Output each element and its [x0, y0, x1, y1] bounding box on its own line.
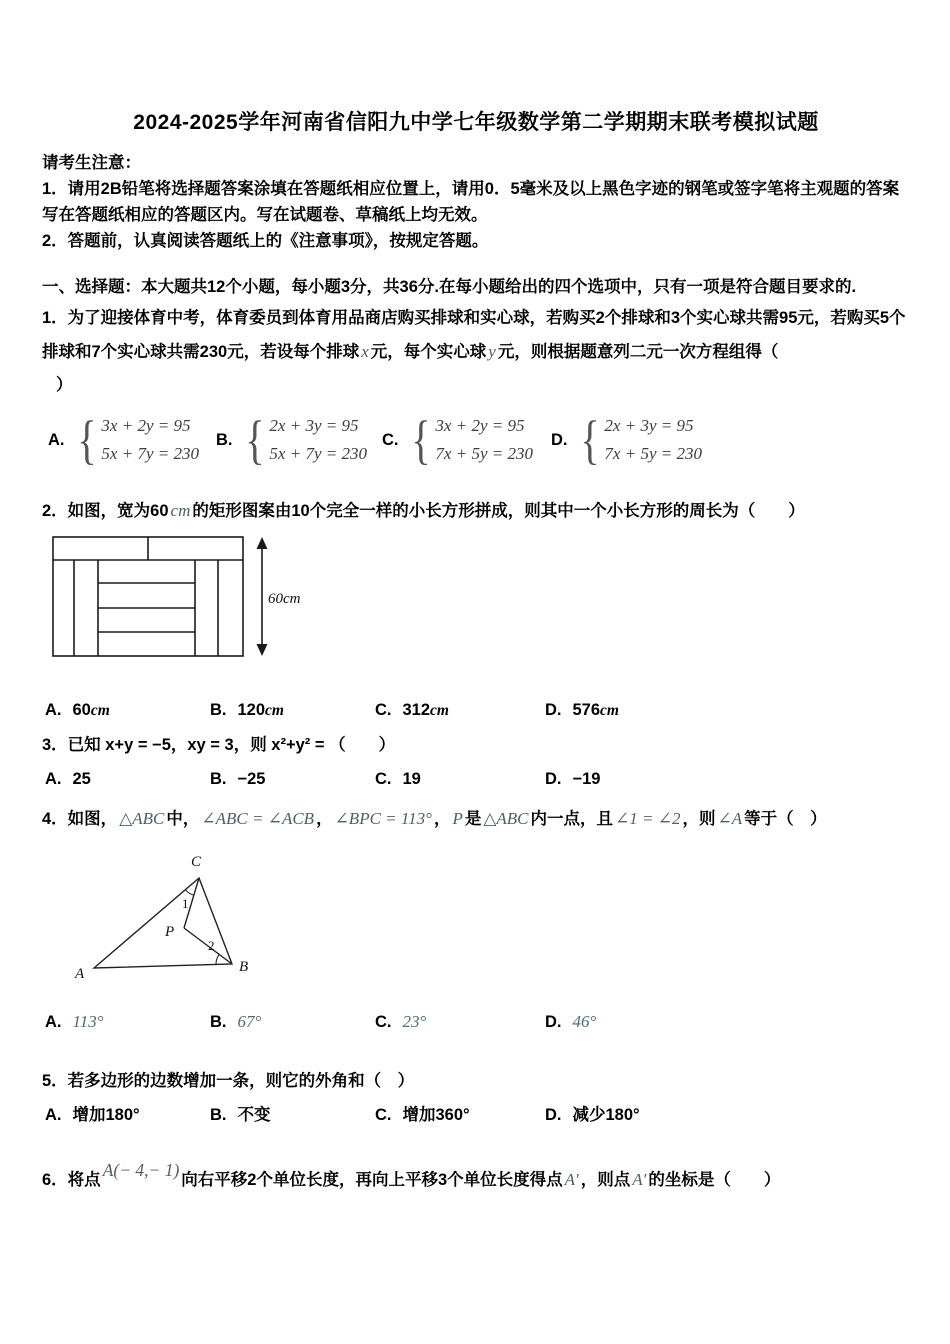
option-label: B.: [210, 701, 227, 719]
stem-text: 中，: [166, 810, 200, 828]
equation-bottom: 7x + 5y = 230: [435, 444, 533, 463]
triangle-drawing: [62, 840, 302, 990]
option-label: D.: [545, 1106, 562, 1124]
option-c: [375, 762, 545, 796]
option-value: 576: [572, 701, 601, 719]
option-value: 120: [237, 701, 266, 719]
dimension-label: 60cm: [268, 591, 301, 607]
question-2-stem: [42, 494, 910, 528]
figure-rectangle-pattern: [52, 536, 910, 669]
question-4-options: [42, 1005, 910, 1039]
option-a: [45, 762, 210, 796]
stem-text: 是: [464, 810, 482, 828]
question-1: [42, 302, 910, 470]
math-point-a-prime: A′: [632, 1170, 647, 1189]
option-a: [45, 1098, 210, 1132]
option-d: [551, 410, 910, 470]
math-triangle-abc: △ABC: [119, 809, 165, 828]
question-1-options: [42, 410, 910, 470]
option-label: C.: [375, 701, 392, 719]
equation-system: [604, 412, 702, 468]
brace-glyph: {: [579, 410, 600, 470]
question-2-options: [42, 693, 910, 728]
question-1-close-paren: ）: [56, 376, 73, 394]
arrowhead-down: [257, 644, 268, 656]
vertex-label-a: A: [75, 966, 85, 982]
option-unit: cm: [600, 702, 619, 719]
stem-text: ，: [316, 810, 333, 828]
option-unit: cm: [90, 702, 110, 719]
question-4: [42, 802, 910, 1039]
option-b: [216, 410, 382, 470]
math-point-p: P: [452, 809, 463, 828]
math-unit-cm: cm: [170, 501, 191, 520]
option-c: [375, 1005, 545, 1039]
option-label: B.: [216, 430, 233, 449]
equation-top: 3x + 2y = 95: [435, 416, 525, 435]
question-4-stem: [42, 802, 910, 836]
equation-top: 2x + 3y = 95: [269, 416, 359, 435]
section-heading: 一、选择题：本大题共12个小题，每小题3分，共36分.在每小题给出的四个选项中，只有一项是符合题目要求的.: [42, 278, 857, 296]
option-b: [210, 1005, 375, 1039]
question-5: [42, 1065, 910, 1132]
option-a: [45, 693, 210, 728]
option-value: 23°: [402, 1012, 427, 1031]
option-label: A.: [48, 430, 65, 449]
option-label: A.: [45, 1106, 62, 1124]
question-1-stem: [42, 302, 910, 369]
stem-text: 4．如图，: [42, 810, 118, 828]
option-label: D.: [545, 770, 562, 788]
math-point-a-prime: A′: [564, 1170, 579, 1189]
option-value: 不变: [237, 1106, 271, 1124]
vertex-label-c: C: [191, 854, 202, 870]
stem-text: 6．将点: [42, 1171, 101, 1189]
notice-item-2: 2．答题前，认真阅读答题纸上的《注意事项》，按规定答题。: [42, 232, 489, 250]
option-label: D.: [545, 1013, 562, 1031]
option-value: 增加180°: [72, 1106, 140, 1124]
rectangle-pattern-drawing: [52, 536, 312, 664]
question-3-options: [42, 762, 910, 796]
equation-bottom: 5x + 7y = 230: [269, 444, 367, 463]
question-3-stem: 3．已知 x+y = −5，xy = 3，则 x²+y² = （ ）: [42, 736, 396, 754]
math-angle-equality: ∠ABC = ∠ACB: [201, 809, 315, 828]
question-2: [42, 494, 910, 728]
equation-system: [269, 412, 367, 468]
stem-text: ，则: [682, 810, 716, 828]
equation-top: 3x + 2y = 95: [101, 416, 191, 435]
stem-text: 元，每个实心球: [370, 343, 487, 361]
option-d: [545, 1098, 910, 1132]
option-label: A.: [45, 770, 62, 788]
option-label: C.: [382, 430, 399, 449]
stem-text: 的坐标是（ ）: [648, 1171, 781, 1189]
option-c: [375, 693, 545, 728]
option-value: 67°: [237, 1012, 262, 1031]
stem-text: 1．为了迎接体育中考，体育委员到体育用品商店购买排球和实心球，若购买2个排球和3个实心球共需95元，若购买5个排球和7个实心球共需230元，若设每个排球: [42, 309, 906, 361]
math-triangle-abc: △ABC: [483, 809, 529, 828]
page-title: 2024-2025学年河南省信阳九中学七年级数学第二学期期末联考模拟试题: [133, 111, 819, 134]
math-point-a-coords: A(− 4,− 1): [102, 1160, 180, 1180]
brace-glyph: {: [410, 410, 431, 470]
option-value: 46°: [572, 1012, 597, 1031]
option-value: 312: [402, 701, 431, 719]
option-d: [545, 1005, 910, 1039]
question-5-options: [42, 1098, 910, 1132]
math-angle-1-2: ∠1 = ∠2: [615, 809, 681, 828]
angle-label-1: 1: [182, 896, 189, 911]
option-c: [375, 1098, 545, 1132]
angle-arc-2: [216, 954, 219, 964]
option-value: 增加360°: [402, 1106, 470, 1124]
option-label: B.: [210, 770, 227, 788]
option-label: C.: [375, 1106, 392, 1124]
angle-arc-1: [185, 890, 194, 896]
arrowhead-up: [257, 537, 268, 549]
brace-glyph: {: [76, 410, 97, 470]
angle-label-2: 2: [208, 938, 215, 953]
equation-bottom: 7x + 5y = 230: [604, 444, 702, 463]
stem-text: 等于（ ）: [744, 810, 827, 828]
option-value: 25: [72, 770, 91, 788]
option-b: [210, 693, 375, 728]
stem-text: 内一点，且: [530, 810, 614, 828]
option-d: [545, 762, 910, 796]
option-b: [210, 762, 375, 796]
vertex-label-b: B: [239, 959, 249, 975]
option-d: [545, 693, 910, 728]
option-unit: cm: [430, 702, 449, 719]
option-label: C.: [375, 1013, 392, 1031]
equation-system: [101, 412, 199, 468]
option-a: [48, 410, 216, 470]
option-value: 113°: [72, 1012, 104, 1031]
question-6: [42, 1154, 910, 1197]
math-angle-bpc: ∠BPC = 113°: [334, 809, 432, 828]
option-label: A.: [45, 1013, 62, 1031]
math-var-x: x: [361, 342, 369, 361]
question-5-stem: 5．若多边形的边数增加一条，则它的外角和（ ）: [42, 1072, 415, 1090]
notice-item-1: 1．请用2B铅笔将选择题答案涂填在答题纸相应位置上，请用0．5毫米及以上黑色字迹的钢笔或签字笔将主观题的答案写在答题纸相应的答题区内。写在试题卷、草稿纸上均无效。: [42, 180, 900, 224]
stem-text: 2．如图，宽为60: [42, 502, 169, 520]
stem-text: 元，则根据题意列二元一次方程组得（: [497, 343, 779, 361]
option-value: 减少180°: [572, 1106, 640, 1124]
stem-text: ，: [433, 810, 451, 828]
option-a: [45, 1005, 210, 1039]
brace-glyph: {: [244, 410, 265, 470]
equation-system: [435, 412, 533, 468]
math-angle-a: ∠A: [717, 809, 743, 828]
triangle-abc-outline: [94, 878, 232, 968]
option-label: D.: [545, 701, 562, 719]
stem-text: 向右平移2个单位长度，再向上平移3个单位长度得点: [181, 1171, 563, 1189]
question-6-stem: [42, 1154, 910, 1197]
option-b: [210, 1098, 375, 1132]
stem-text: ，则点: [580, 1171, 631, 1189]
notice: [42, 150, 910, 254]
math-var-y: y: [488, 342, 496, 361]
equation-bottom: 5x + 7y = 230: [101, 444, 199, 463]
option-label: B.: [210, 1106, 227, 1124]
option-value: 60: [72, 701, 91, 719]
option-value: −19: [572, 770, 601, 788]
question-3: [42, 729, 910, 796]
figure-triangle: [62, 840, 910, 995]
option-unit: cm: [265, 702, 284, 719]
equation-top: 2x + 3y = 95: [604, 416, 694, 435]
option-c: [382, 410, 551, 470]
option-label: D.: [551, 430, 568, 449]
stem-text: 的矩形图案由10个完全一样的小长方形拼成，则其中一个小长方形的周长为（ ）: [192, 502, 805, 520]
option-label: A.: [45, 701, 62, 719]
notice-heading: 请考生注意：: [42, 154, 141, 172]
point-label-p: P: [165, 924, 175, 940]
option-value: 19: [402, 770, 421, 788]
option-label: B.: [210, 1013, 227, 1031]
option-value: −25: [237, 770, 266, 788]
option-label: C.: [375, 770, 392, 788]
